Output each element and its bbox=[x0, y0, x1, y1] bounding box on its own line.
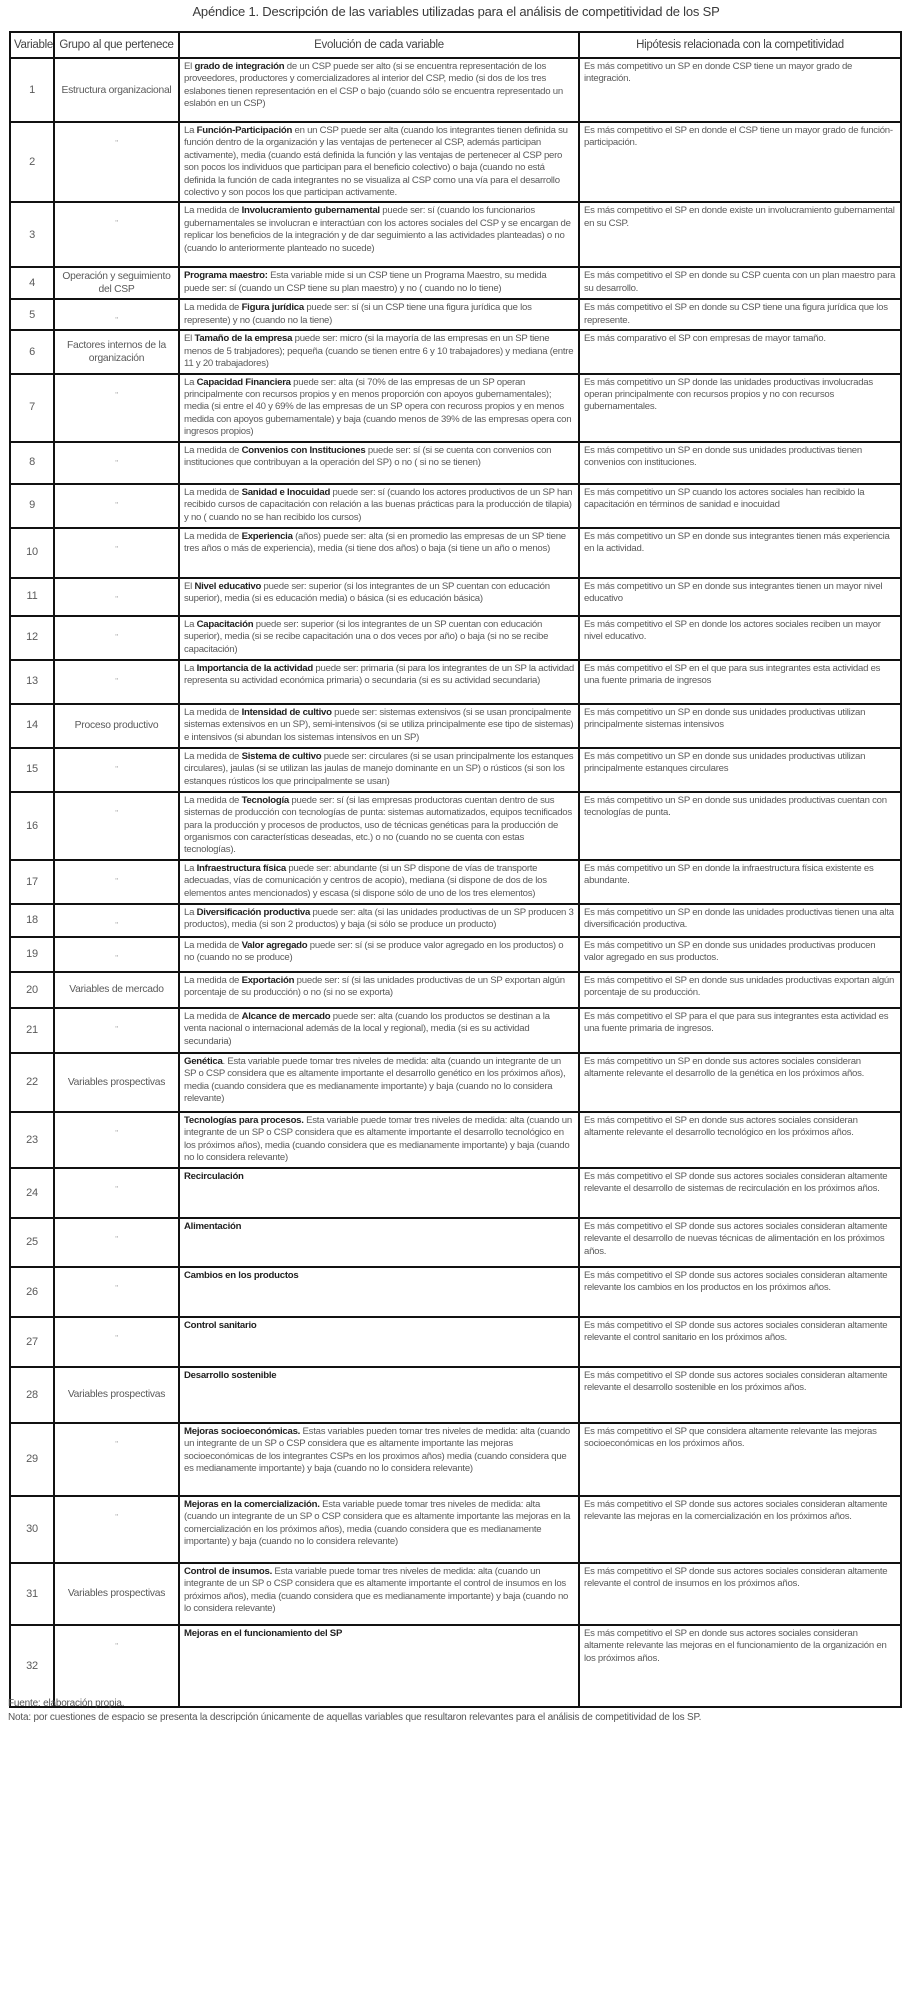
group-ditto-mark: " bbox=[54, 1112, 179, 1168]
evolution-prefix: El bbox=[184, 333, 195, 345]
group-ditto-mark: " bbox=[54, 616, 179, 660]
variable-name: Tecnologías para procesos. bbox=[184, 1114, 304, 1126]
evolution-description: de un CSP puede ser alto (si se encuentra representación de los proveedores, productores y comercializadores al interior del CSP, medio (si dos de los tres eslabones tienen representación en el CSP o bajo (cuando sólo se encuentra representado un eslabón en un CSP) bbox=[184, 61, 563, 110]
evolution-description: puede ser: alta (cuando los productos se destinan a la venta nacional o internacional además de la local y regional), media (si es su actividad secundaria) bbox=[184, 1010, 550, 1047]
header-group: Grupo al que pertenece bbox=[54, 32, 179, 58]
group-ditto-mark: " bbox=[54, 1168, 179, 1218]
variable-name: Desarrollo sostenible bbox=[184, 1369, 277, 1381]
variable-number: 25 bbox=[10, 1218, 54, 1267]
variable-evolution bbox=[179, 1112, 579, 1168]
competitiveness-hypothesis: Es más competitivo un SP en donde sus integrantes tienen un mayor nivel educativo bbox=[579, 578, 901, 616]
evolution-prefix: La bbox=[184, 862, 197, 874]
group-ditto-mark: " bbox=[54, 660, 179, 704]
evolution-description: puede ser: superior (si los integrantes de un SP cuentan con educación superior), media (si es educación media) o básica (si es educación básica) bbox=[184, 580, 550, 605]
header-evolution: Evolución de cada variable bbox=[179, 32, 579, 58]
variable-name: Infraestructura física bbox=[196, 862, 287, 874]
group-ditto-mark: " bbox=[54, 860, 179, 904]
evolution-description: puede ser: sistemas extensivos (si se usan proncipalmente sistemas extensivos en un SP), semi-intensivos (si se utiliza principalmente ese tipo de sistemas) e intensivos (si abundan los sistemas intensivos en un SP) bbox=[184, 706, 574, 743]
evolution-prefix: La bbox=[184, 125, 197, 136]
variable-number: 27 bbox=[10, 1317, 54, 1367]
table-row bbox=[10, 58, 901, 122]
variable-name: Mejoras socioeconómicas. bbox=[184, 1425, 301, 1437]
group-ditto-mark: " bbox=[54, 1625, 179, 1707]
variable-evolution bbox=[179, 578, 579, 616]
variable-name: Programa maestro: bbox=[184, 270, 268, 282]
group-ditto-mark: " bbox=[54, 1496, 179, 1563]
variable-name: Recirculación bbox=[184, 1170, 244, 1182]
variable-number: 1 bbox=[10, 58, 54, 122]
evolution-description: puede ser: primaria (si para los integrantes de un SP la actividad representa su actividad económica primaria) o secundaria (si es su actividad secundaria) bbox=[184, 662, 574, 687]
variable-evolution bbox=[179, 442, 579, 484]
variable-name: Función-Participación bbox=[196, 125, 293, 136]
footer-source: Fuente: elaboración propia. bbox=[8, 1698, 125, 1709]
competitiveness-hypothesis: Es más competitivo el SP donde sus actores sociales consideran altamente relevante el control sanitario en los próximos años. bbox=[579, 1317, 901, 1367]
evolution-prefix: La bbox=[184, 906, 197, 918]
variable-name: Capacidad Financiera bbox=[196, 376, 291, 388]
table-row bbox=[10, 1218, 901, 1267]
variable-number: 7 bbox=[10, 374, 54, 442]
variable-name: Tecnología bbox=[241, 794, 289, 806]
variable-name: Tamaño de la empresa bbox=[194, 333, 293, 345]
variable-name: grado de integración bbox=[194, 61, 285, 72]
competitiveness-hypothesis: Es más competitivo un SP en donde sus unidades productivas tienen convenios con instituciones. bbox=[579, 442, 901, 484]
competitiveness-hypothesis: Es más competitivo un SP en donde sus unidades productivas utilizan principalmente sistemas intensivos bbox=[579, 704, 901, 748]
variable-name: Alcance de mercado bbox=[241, 1010, 331, 1022]
evolution-description: Esta variable puede tomar tres niveles de medida: alta (cuando un integrante de un SP o CSP considera que es altamente importante el control de insumos en los próximos años), media (cuando considera que es medianamente importante) y baja (cuando no lo considera relevante) bbox=[184, 1565, 569, 1614]
competitiveness-hypothesis: Es más competitivo el SP en donde su CSP cuenta con un plan maestro para su desarrollo. bbox=[579, 267, 901, 299]
group-name: Variables prospectivas bbox=[54, 1053, 179, 1112]
evolution-description: puede ser: alta (si las unidades productivas de un SP producen 3 productos), media (si son 2 productos) y baja (si sólo se produce un producto) bbox=[184, 906, 574, 931]
competitiveness-hypothesis: Es más competitivo el SP donde sus actores sociales consideran altamente relevante los cambios en los productos en los próximos años. bbox=[579, 1267, 901, 1317]
table-row bbox=[10, 792, 901, 860]
variable-evolution bbox=[179, 1496, 579, 1563]
evolution-description: puede ser: abundante (si un SP dispone de vías de transporte adecuadas, vías de comunicación y centros de acopio), mediana (si dispone de dos de los elementos antes mencionados) y escasa (si dispone sólo de uno de los tres elementos) bbox=[184, 862, 547, 899]
group-name: Variables de mercado bbox=[54, 972, 179, 1008]
variable-evolution bbox=[179, 1053, 579, 1112]
evolution-prefix: La medida de bbox=[184, 794, 242, 806]
group-name: Factores internos de la organización bbox=[54, 330, 179, 373]
competitiveness-hypothesis: Es más competitivo el SP en donde sus unidades productivas exportan algún porcentaje de su producción. bbox=[579, 972, 901, 1008]
variable-name: Genética bbox=[184, 1055, 223, 1067]
variable-evolution bbox=[179, 792, 579, 860]
variable-number: 12 bbox=[10, 616, 54, 660]
evolution-prefix: El bbox=[184, 580, 195, 592]
variable-number: 13 bbox=[10, 660, 54, 704]
variable-evolution bbox=[179, 1168, 579, 1218]
header-variable: Variable bbox=[10, 32, 54, 58]
evolution-description: puede ser: superior (si los integrantes de un SP cuentan con educación superior), media (si se recibe capacitación una o dos veces por año) o baja (si no se recibe capacitación) bbox=[184, 618, 549, 655]
variable-evolution bbox=[179, 1563, 579, 1625]
variable-evolution bbox=[179, 860, 579, 904]
evolution-description: Estas variables pueden tomar tres niveles de medida: alta (cuando un integrante de un SP o CSP considera que es altamente importante las mejoras socioeconómicas de los integrantes CSPs en los proximos años) media (cuando considera que es medianamente importante) y baja (cuando no lo considera relevante) bbox=[184, 1425, 570, 1474]
competitiveness-hypothesis: Es más competitivo un SP en donde sus unidades productivas utilizan principalmente estanques circulares bbox=[579, 748, 901, 792]
variable-evolution bbox=[179, 374, 579, 442]
variable-number: 6 bbox=[10, 330, 54, 373]
variable-number: 9 bbox=[10, 484, 54, 528]
table-row bbox=[10, 937, 901, 972]
evolution-description: . Esta variable puede tomar tres niveles de medida: alta (cuando un integrante de un SP o CSP considera que es altamente importante el desarrollo genético en los próximos años), media (cuando considera que es medianamente importante) y baja (cuando no lo considera relevante) bbox=[184, 1055, 566, 1104]
variable-name: Alimentación bbox=[184, 1220, 242, 1232]
variable-number: 20 bbox=[10, 972, 54, 1008]
variable-name: Sanidad e Inocuidad bbox=[241, 486, 331, 498]
competitiveness-hypothesis: Es más competitivo el SP en donde existe un involucramiento gubernamental en su CSP. bbox=[579, 202, 901, 267]
variable-number: 23 bbox=[10, 1112, 54, 1168]
variable-evolution bbox=[179, 1423, 579, 1496]
group-ditto-mark: " bbox=[54, 578, 179, 616]
competitiveness-hypothesis: Es más competitivo el SP en donde sus actores sociales consideran altamente relevante las mejoras en el funcionamiento de la organización en los próximos años. bbox=[579, 1625, 901, 1707]
table-row bbox=[10, 660, 901, 704]
group-ditto-mark: " bbox=[54, 299, 179, 330]
variable-name: Capacitación bbox=[196, 618, 254, 630]
group-name: Proceso productivo bbox=[54, 704, 179, 748]
table-row bbox=[10, 202, 901, 267]
variable-number: 5 bbox=[10, 299, 54, 330]
variable-number: 19 bbox=[10, 937, 54, 972]
table-row bbox=[10, 1008, 901, 1053]
variable-name: Intensidad de cultivo bbox=[241, 706, 332, 718]
competitiveness-hypothesis: Es más competitivo un SP donde las unidades productivas involucradas operan principalmente con recursos propios y no con recursos gubernamentales. bbox=[579, 374, 901, 442]
table-row bbox=[10, 484, 901, 528]
variable-number: 14 bbox=[10, 704, 54, 748]
evolution-description: puede ser: micro (si la mayoría de las empresas en un SP tiene menos de 5 trabjadores); pequeña (cuando se tienen entre 6 y 10 trabajadores) y mediana (entre 11 y 20 trabajadores) bbox=[184, 333, 574, 370]
competitiveness-hypothesis: Es más competitivo el SP donde sus actores sociales consideran altamente relevante el desarrollo sostenible en los próximos años. bbox=[579, 1367, 901, 1423]
table-row bbox=[10, 1112, 901, 1168]
competitiveness-hypothesis: Es más competitivo el SP en donde su CSP tiene una figura jurídica que los represente. bbox=[579, 299, 901, 330]
variable-number: 10 bbox=[10, 528, 54, 578]
variable-evolution bbox=[179, 202, 579, 267]
group-name: Estructura organizacional bbox=[54, 58, 179, 122]
evolution-prefix: La medida de bbox=[184, 939, 242, 951]
competitiveness-hypothesis: Es más competitivo el SP donde sus actores sociales consideran altamente relevante el desarrollo de sistemas de recirculación en los próximos años. bbox=[579, 1168, 901, 1218]
group-name: Variables prospectivas bbox=[54, 1367, 179, 1423]
variable-evolution bbox=[179, 1317, 579, 1367]
competitiveness-hypothesis: Es más competitivo un SP en donde la infraestructura física existente es abundante. bbox=[579, 860, 901, 904]
variable-evolution bbox=[179, 330, 579, 373]
table-row bbox=[10, 299, 901, 330]
group-ditto-mark: " bbox=[54, 792, 179, 860]
competitiveness-hypothesis: Es más competitivo el SP donde sus actores sociales consideran altamente relevante el desarrollo de nuevas técnicas de alimentación en los próximos años. bbox=[579, 1218, 901, 1267]
evolution-prefix: La medida de bbox=[184, 205, 242, 217]
variable-name: Importancia de la actividad bbox=[196, 662, 314, 674]
variable-evolution bbox=[179, 1218, 579, 1267]
evolution-prefix: La bbox=[184, 376, 197, 388]
table-row bbox=[10, 904, 901, 937]
variable-number: 18 bbox=[10, 904, 54, 937]
variable-name: Nivel educativo bbox=[194, 580, 262, 592]
variable-evolution bbox=[179, 1367, 579, 1423]
variable-name: Valor agregado bbox=[241, 939, 308, 951]
evolution-description: Esta variable puede tomar tres niveles de medida: alta (cuando un integrante de un SP o CSP considera que es altamente importante las mejoras en la comercialización en los próximos años), media (cuando considera que es medianamente importante) y baja (cuando no lo considera relevante) bbox=[184, 1498, 571, 1547]
evolution-prefix: El bbox=[184, 61, 195, 72]
variable-number: 17 bbox=[10, 860, 54, 904]
variable-evolution bbox=[179, 267, 579, 299]
competitiveness-hypothesis: Es más competitivo un SP en donde CSP tiene un mayor grado de integración. bbox=[579, 58, 901, 122]
variable-number: 16 bbox=[10, 792, 54, 860]
variable-evolution bbox=[179, 904, 579, 937]
variable-evolution bbox=[179, 937, 579, 972]
evolution-description: puede ser: sí (cuando los actores productivos de un SP han recibido cursos de capacitación con relación a las buenas prácticas para la producción de tilapia) y no ( cuando no se han recibido los cursos) bbox=[184, 486, 573, 523]
group-ditto-mark: " bbox=[54, 202, 179, 267]
group-ditto-mark: " bbox=[54, 528, 179, 578]
evolution-prefix: La medida de bbox=[184, 530, 242, 542]
variable-evolution bbox=[179, 972, 579, 1008]
group-name: Operación y seguimiento del CSP bbox=[54, 267, 179, 299]
competitiveness-hypothesis: Es más competitivo el SP en donde los actores sociales reciben un mayor nivel educativo. bbox=[579, 616, 901, 660]
variable-evolution bbox=[179, 748, 579, 792]
table-row bbox=[10, 1496, 901, 1563]
variable-name: Convenios con Instituciones bbox=[241, 444, 366, 456]
variable-number: 21 bbox=[10, 1008, 54, 1053]
competitiveness-hypothesis: Es más competitivo un SP en donde las unidades productivas tienen una alta diversificación productiva. bbox=[579, 904, 901, 937]
table-row bbox=[10, 267, 901, 299]
variable-evolution bbox=[179, 1267, 579, 1317]
evolution-prefix: La medida de bbox=[184, 974, 242, 986]
group-ditto-mark: " bbox=[54, 1267, 179, 1317]
table-row bbox=[10, 330, 901, 373]
evolution-prefix: La medida de bbox=[184, 486, 242, 498]
table-row bbox=[10, 1423, 901, 1496]
variable-number: 28 bbox=[10, 1367, 54, 1423]
competitiveness-hypothesis: Es más competitivo el SP en el que para sus integrantes esta actividad es una fuente primaria de ingresos bbox=[579, 660, 901, 704]
group-ditto-mark: " bbox=[54, 374, 179, 442]
table-row bbox=[10, 1563, 901, 1625]
variable-evolution bbox=[179, 616, 579, 660]
variable-evolution bbox=[179, 58, 579, 122]
variable-number: 15 bbox=[10, 748, 54, 792]
evolution-prefix: La bbox=[184, 618, 197, 630]
evolution-prefix: La bbox=[184, 662, 197, 674]
variable-evolution bbox=[179, 299, 579, 330]
group-ditto-mark: " bbox=[54, 904, 179, 937]
group-ditto-mark: " bbox=[54, 937, 179, 972]
footer-note: Nota: por cuestiones de espacio se presenta la descripción únicamente de aquellas variables que resultaron relevantes para el análisis de competitividad de los SP. bbox=[8, 1712, 702, 1723]
variable-number: 4 bbox=[10, 267, 54, 299]
evolution-description: en un CSP puede ser alta (cuando los integrantes tienen definida su función dentro de la organización y las ventajas de pertenecer al CSP, además participan activamente), media (cuando está definida la función y las ventajas de pertenecer al CSP pero son pocos los individuos que participan para el beneficio colectivo) o baja (cuando no está definida la función de cada integrantes no se visualiza al CSP como una vía para el desarrollo colectivo y son pocos los que participan activamente. bbox=[184, 125, 568, 199]
table-title: Apéndice 1. Descripción de las variables utilizadas para el análisis de competitividad de los SP bbox=[192, 4, 720, 19]
evolution-prefix: La medida de bbox=[184, 1010, 242, 1022]
variable-name: Exportación bbox=[241, 974, 295, 986]
group-ditto-mark: " bbox=[54, 748, 179, 792]
variable-evolution bbox=[179, 660, 579, 704]
competitiveness-hypothesis: Es más competitivo el SP donde sus actores sociales consideran altamente relevante el control de insumos en los próximos años. bbox=[579, 1563, 901, 1625]
table-row bbox=[10, 1053, 901, 1112]
table-row bbox=[10, 1267, 901, 1317]
variable-number: 11 bbox=[10, 578, 54, 616]
variable-number: 30 bbox=[10, 1496, 54, 1563]
variable-number: 32 bbox=[10, 1625, 54, 1707]
table-row bbox=[10, 1625, 901, 1707]
variables-table bbox=[9, 31, 902, 1708]
table-row bbox=[10, 972, 901, 1008]
table-row bbox=[10, 860, 901, 904]
evolution-prefix: La medida de bbox=[184, 444, 242, 456]
table-row bbox=[10, 578, 901, 616]
table-row bbox=[10, 704, 901, 748]
variable-number: 29 bbox=[10, 1423, 54, 1496]
evolution-description: Esta variable mide si un CSP tiene un Programa Maestro, su medida puede ser: sí (cuando un CSP tiene su plan maestro) y no ( cuando no lo tiene) bbox=[184, 270, 547, 294]
variable-number: 31 bbox=[10, 1563, 54, 1625]
group-ditto-mark: " bbox=[54, 1218, 179, 1267]
evolution-description: puede ser: circulares (si se usan principalmente los estanques circulares), jaulas (si se utilizan las jaulas de manejo dominante en un SP) o rústicos (si son los estanques rústicos los que principalmente se usan) bbox=[184, 750, 574, 787]
variable-name: Mejoras en la comercialización. bbox=[184, 1498, 320, 1510]
evolution-prefix: La medida de bbox=[184, 706, 242, 718]
variable-evolution bbox=[179, 1008, 579, 1053]
variable-name: Sistema de cultivo bbox=[241, 750, 322, 762]
group-ditto-mark: " bbox=[54, 1008, 179, 1053]
evolution-description: puede ser: sí (si se produce valor agregado en los productos) o no (cuando no se produce) bbox=[184, 939, 564, 964]
variable-evolution bbox=[179, 704, 579, 748]
evolution-description: puede ser: sí (si las unidades productivas de un SP exportan algún porcentaje de su producción) o no (si no se exporta) bbox=[184, 974, 565, 999]
table-row bbox=[10, 1367, 901, 1423]
header-hypothesis: Hipótesis relacionada con la competitividad bbox=[579, 32, 901, 58]
evolution-description: puede ser: alta (si 70% de las empresas de un SP operan principalmente con recursos propios y en menos proporción con apoyos gubernamentales); media (si entre el 40 y 69% de las empresas de un SP opera con recuross propios y en menos medida con apoyos gubernamentale) y baja (cuando menos de 39% de las empresas opera con ingresos propios) bbox=[184, 376, 572, 438]
group-ditto-mark: " bbox=[54, 442, 179, 484]
competitiveness-hypothesis: Es más competitivo el SP para el que para sus integrantes esta actividad es una fuente primaria de ingresos. bbox=[579, 1008, 901, 1053]
group-ditto-mark: " bbox=[54, 122, 179, 202]
variable-name: Mejoras en el funcionamiento del SP bbox=[184, 1627, 343, 1639]
evolution-description: puede ser: sí (cuando los funcionarios gubernamentales se involucran e interactúan con los actores sociales del CSP y se encargan de replicar los beneficios de la integración y de dar seguimiento a las actividades planteadas) o no (cuando lo anteriormente planteado no sucede) bbox=[184, 205, 571, 254]
table-row bbox=[10, 616, 901, 660]
competitiveness-hypothesis: Es más competitivo un SP cuando los actores sociales han recibido la capacitación en términos de sanidad e inocuidad bbox=[579, 484, 901, 528]
variable-evolution bbox=[179, 122, 579, 202]
variable-number: 26 bbox=[10, 1267, 54, 1317]
evolution-description: puede ser: sí (si un CSP tiene una figura jurídica que los represente) y no (cuando no la tiene) bbox=[184, 302, 532, 326]
variable-number: 8 bbox=[10, 442, 54, 484]
evolution-prefix: La medida de bbox=[184, 302, 242, 314]
evolution-description: (años) puede ser: alta (si en promedio las empresas de un SP tiene tres años o más de experiencia), media (si tiene dos años) o baja (si tiene un año o menos) bbox=[184, 530, 566, 555]
table-row bbox=[10, 1168, 901, 1218]
variable-number: 3 bbox=[10, 202, 54, 267]
competitiveness-hypothesis: Es más competitivo el SP que considera altamente relevante las mejoras socioeconómicas en los próximos años. bbox=[579, 1423, 901, 1496]
table-row bbox=[10, 122, 901, 202]
competitiveness-hypothesis: Es más competitivo el SP donde sus actores sociales consideran altamente relevante las mejoras en la comercialización en los próximos años. bbox=[579, 1496, 901, 1563]
competitiveness-hypothesis: Es más comparativo el SP con empresas de mayor tamaño. bbox=[579, 330, 901, 373]
table-row bbox=[10, 748, 901, 792]
variable-number: 2 bbox=[10, 122, 54, 202]
variable-number: 22 bbox=[10, 1053, 54, 1112]
group-name: Variables prospectivas bbox=[54, 1563, 179, 1625]
table-body bbox=[10, 58, 901, 1707]
evolution-description: Esta variable puede tomar tres niveles de medida: alta (cuando un integrante de un SP o CSP considera que es altamente importante el desarrollo tecnológico en los próximos años), media (cuando considera que es medianamente importante) y baja (cuando no lo considera relevante) bbox=[184, 1114, 572, 1163]
evolution-description: puede ser: sí (si se cuenta con convenios con instituciones que contribuyan a la operación del SP) o no ( si no se tienen) bbox=[184, 444, 552, 469]
variable-evolution bbox=[179, 484, 579, 528]
variable-name: Diversificación productiva bbox=[196, 906, 311, 918]
evolution-description: puede ser: sí (si las empresas productoras cuentan dentro de sus sistemas de producción con tecnologías de punta: sistemas automatizados, equipos tecnificados para la producción y procesos de productos, uso de técnicas genéticas para la producción de organismos con características deseadas, etc.) o no (cuando no se cuenta con estas tecnologías). bbox=[184, 794, 572, 856]
competitiveness-hypothesis: Es más competitivo el SP en donde sus actores sociales consideran altamente relevante el desarrollo tecnológico en los próximos años. bbox=[579, 1112, 901, 1168]
competitiveness-hypothesis: Es más competitivo un SP en donde sus unidades productivas cuentan con tecnologías de punta. bbox=[579, 792, 901, 860]
group-ditto-mark: " bbox=[54, 1317, 179, 1367]
variable-name: Figura jurídica bbox=[241, 302, 304, 314]
competitiveness-hypothesis: Es más competitivo un SP en donde sus actores sociales consideran altamente relevante el desarrollo de la genética en los próximos años. bbox=[579, 1053, 901, 1112]
variable-evolution bbox=[179, 528, 579, 578]
competitiveness-hypothesis: Es más competitivo un SP en donde sus integrantes tienen más experiencia en la actividad. bbox=[579, 528, 901, 578]
variable-name: Control de insumos. bbox=[184, 1565, 272, 1577]
table-row bbox=[10, 528, 901, 578]
table-row bbox=[10, 1317, 901, 1367]
table-row bbox=[10, 374, 901, 442]
group-ditto-mark: " bbox=[54, 484, 179, 528]
competitiveness-hypothesis: Es más competitivo un SP en donde sus unidades productivas producen valor agregado en sus productos. bbox=[579, 937, 901, 972]
variable-number: 24 bbox=[10, 1168, 54, 1218]
variable-name: Experiencia bbox=[241, 530, 293, 542]
variable-evolution bbox=[179, 1625, 579, 1707]
group-ditto-mark: " bbox=[54, 1423, 179, 1496]
variable-name: Involucramiento gubernamental bbox=[241, 205, 380, 217]
evolution-prefix: La medida de bbox=[184, 750, 242, 762]
variable-name: Cambios en los productos bbox=[184, 1269, 299, 1281]
variable-name: Control sanitario bbox=[184, 1319, 257, 1331]
competitiveness-hypothesis: Es más competitivo el SP en donde el CSP tiene un mayor grado de función-participación. bbox=[579, 122, 901, 202]
table-header-row bbox=[10, 32, 901, 58]
table-row bbox=[10, 442, 901, 484]
